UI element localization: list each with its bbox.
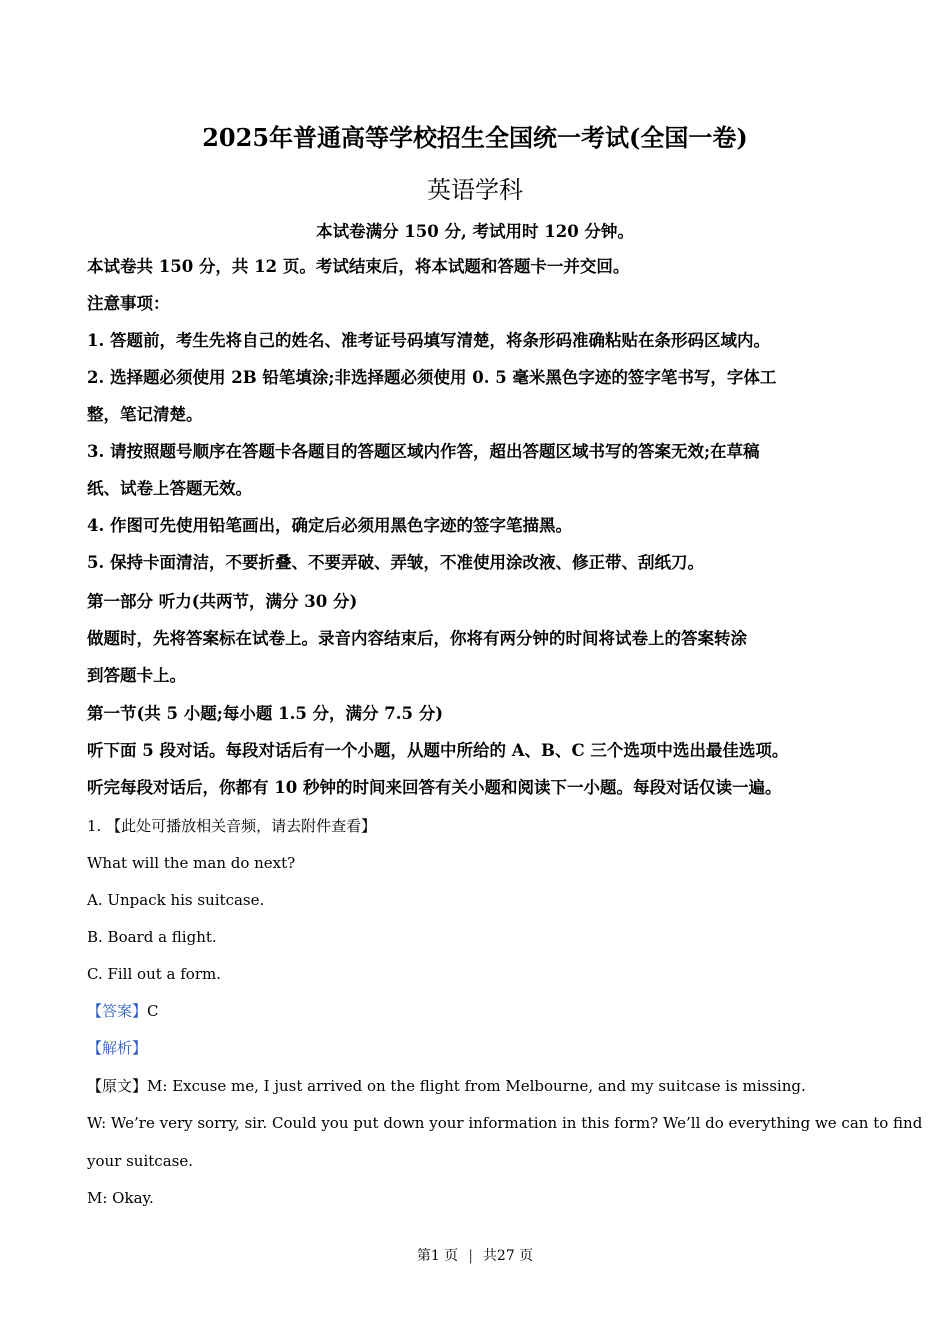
question-1-option-c: C. Fill out a form.	[87, 965, 221, 983]
section1-desc-line-2: 听完每段对话后，你都有 10 秒钟的时间来回答有关小题和阅读下一小题。每段对话仅读一遍。	[87, 778, 782, 797]
answer-label: 【答案】	[87, 1002, 148, 1020]
transcript-label: 【原文】	[87, 1077, 148, 1095]
question-1-number: 1. 【此处可播放相关音频，请去附件查看】	[87, 817, 377, 835]
notice-item-1: 1. 答题前，考生先将自己的姓名、准考证号码填写清楚，将条形码准确粘贴在条形码区域内。	[87, 331, 770, 350]
section1-desc-line-1: 听下面 5 段对话。每段对话后有一个小题，从题中所给的 A、B、C 三个选项中选出最佳选项。	[87, 741, 789, 760]
transcript-line-2: W: We’re very sorry, sir. Could you put down your information in this form? We’ll do everything we can to find	[87, 1114, 923, 1132]
notice-item-5: 5. 保持卡面清洁，不要折叠、不要弄破、弄皱，不准使用涂改液、修正带、刮纸刀。	[87, 553, 704, 572]
question-1-option-a: A. Unpack his suitcase.	[87, 891, 265, 909]
footer-total-pages: 共27 页	[482, 1248, 534, 1264]
notice-item-2-line-1: 2. 选择题必须使用 2B 铅笔填涂;非选择题必须使用 0. 5 毫米黑色字迹的签字笔书写，字体工	[87, 368, 777, 387]
notice-item-4: 4. 作图可先使用铅笔画出，确定后必须用黑色字迹的签字笔描黑。	[87, 516, 572, 535]
footer-separator: |	[468, 1248, 473, 1264]
exam-title: 2025年普通高等学校招生全国统一考试(全国一卷)	[202, 123, 748, 152]
page-footer	[0, 1245, 950, 1265]
transcript-line-1	[87, 1076, 806, 1096]
section1-heading: 第一节(共 5 小题;每小题 1.5 分，满分 7.5 分)	[87, 704, 444, 723]
part1-desc-line-2: 到答题卡上。	[87, 666, 186, 685]
notice-heading: 注意事项：	[87, 294, 170, 313]
question-1-prompt: What will the man do next?	[87, 854, 296, 872]
part1-heading: 第一部分 听力(共两节，满分 30 分)	[87, 592, 358, 611]
transcript-line-3: your suitcase.	[87, 1152, 193, 1170]
answer-line	[87, 1001, 159, 1021]
notice-item-3-line-2: 纸、试卷上答题无效。	[87, 479, 252, 498]
answer-value: C	[147, 1002, 159, 1020]
analysis-label: 【解析】	[87, 1039, 148, 1057]
transcript-line-4: M: Okay.	[87, 1189, 154, 1207]
notice-item-3-line-1: 3. 请按照题号顺序在答题卡各题目的答题区域内作答，超出答题区域书写的答案无效;在草稿	[87, 442, 760, 461]
footer-page-number: 第1 页	[416, 1248, 459, 1264]
notice-item-2-line-2: 整，笔记清楚。	[87, 405, 203, 424]
transcript-text-1: M: Excuse me, I just arrived on the flight from Melbourne, and my suitcase is missing.	[147, 1077, 806, 1095]
subject-title: 英语学科	[427, 176, 523, 204]
overview-text: 本试卷共 150 分，共 12 页。考试结束后，将本试题和答题卡一并交回。	[87, 257, 630, 276]
question-1-option-b: B. Board a flight.	[87, 928, 217, 946]
exam-info: 本试卷满分 150 分, 考试用时 120 分钟。	[316, 222, 634, 241]
part1-desc-line-1: 做题时，先将答案标在试卷上。录音内容结束后，你将有两分钟的时间将试卷上的答案转涂	[87, 629, 747, 648]
